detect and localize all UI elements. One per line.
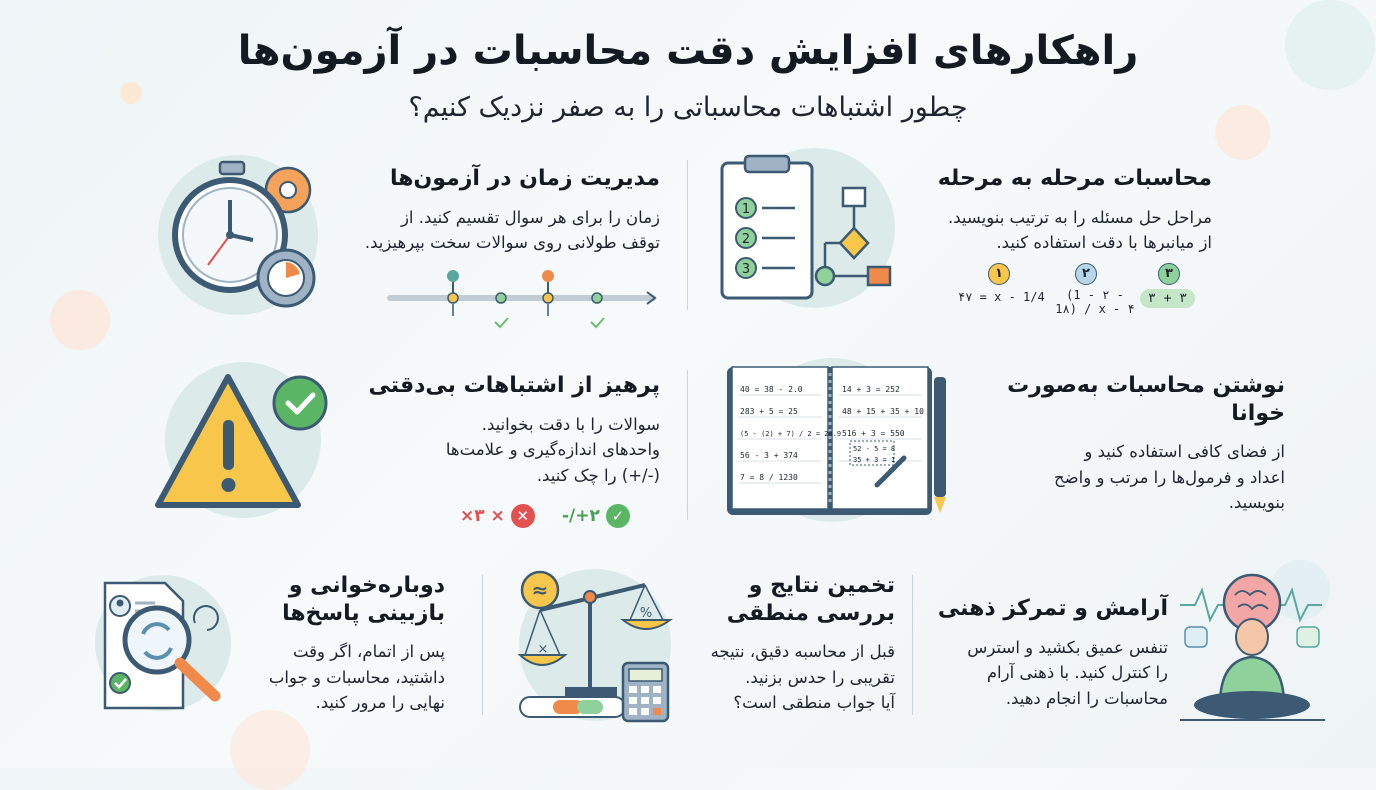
checklist-number: 3 [741,262,751,277]
scale-calculator-illustration [515,565,680,725]
section-line: از میانبرها با دقت استفاده کنید. [996,233,1212,253]
section-line: محاسبات را انجام دهید. [1005,688,1168,708]
wrong-example [460,504,535,528]
page-title: راهکارهای افزایش دقت محاسبات در آزمون‌ها [237,28,1139,74]
approx-symbol: ≈ [531,578,549,602]
notebook-formula: 283 + 5 = 25 [740,407,798,416]
section-line: سوالات را با دقت بخوانید. [481,414,660,434]
notebook-formula: 56 - 3 + 374 [740,451,798,460]
page-subtitle: چطور اشتباهات محاسباتی را به صفر نزدیک کنیم؟ [408,92,968,123]
notebook-formula: 516 + 3 = 550 [842,429,905,438]
section-line: قبل از محاسبه دقیق، نتیجه [710,642,895,661]
notebook-formula: 40 = 38 - 2.0 [740,385,803,394]
section-line: نهایی را مرور کنید. [315,693,445,713]
section-review [230,572,445,716]
warning-check-illustration [148,355,338,520]
notebook-illustration [712,345,962,525]
step-badge: ۱ [988,263,1010,285]
notebook-formula: 52 - 5 = 8 [853,445,896,453]
step-badge: ۳ [1158,263,1180,285]
section-title: پرهیز از اشتباهات بی‌دقتی [368,373,660,398]
notebook-formula: 7 = 8 / 1230 [740,473,798,482]
section-title: آرامش و تمرکز ذهنی [937,596,1168,621]
section-line: از فضای کافی استفاده کنید و [1084,442,1285,461]
right-example [562,504,630,528]
section-line: تقریبی را حدس بزنید. [745,667,895,687]
section-title: تخمین نتایج و بررسی منطقی [726,573,895,626]
document-magnifier-illustration [95,568,255,728]
section-line: تنفس عمیق بکشید و استرس [967,637,1168,657]
column-divider [687,370,688,520]
clipboard-flowchart-illustration [700,148,920,318]
column-divider [482,575,483,715]
step-badge: ۲ [1075,263,1097,285]
section-line: پس از اتمام، اگر وقت [292,642,445,661]
section-line: زمان را برای هر سوال تقسیم کنید. از [400,207,660,227]
checklist-number: 2 [741,232,751,247]
section-line: واحدهای اندازه‌گیری و علامت‌ها [445,440,660,460]
notebook-formula: 14 + 3 = 252 [842,385,900,394]
right-example-text: -/+۲ [562,506,600,526]
step-formula: (1 - ۲ - 1۸) / x - ۴ [1055,288,1135,316]
column-divider [912,575,913,715]
section-title: نوشتن محاسبات به‌صورت خوانا [1007,373,1285,426]
section-title: دوباره‌خوانی و بازبینی پاسخ‌ها [282,573,445,626]
section-title: محاسبات مرحله به مرحله [937,166,1212,191]
checklist-number: 1 [741,202,751,217]
section-careless-mistakes [368,372,660,488]
section-time-management [330,165,660,256]
timeline-illustration [385,262,660,337]
section-line: داشتید، محاسبات و جواب [268,667,445,687]
section-line: (-/+) را چک کنید. [536,465,660,485]
wrong-example-text: ×۳ × [460,506,505,526]
notebook-formula: 48 + 15 + 35 + 10 [842,407,924,416]
column-divider [687,160,688,310]
section-estimation [665,572,895,716]
section-step-by-step [870,165,1212,256]
step-formula: ۳ + ۳ [1140,289,1195,308]
section-line: بنویسید. [1228,493,1285,513]
section-line: توقف طولانی روی سوالات سخت بپرهیزید. [364,233,660,253]
section-legible-writing [975,372,1285,516]
close-icon: ✕ [511,504,535,528]
meditation-illustration [1180,565,1325,725]
stopwatch-gear-illustration [158,150,333,320]
section-line: را کنترل کنید. با ذهنی آرام [986,663,1168,683]
step-formula: ۴۷ = x - 1/4 [958,290,1045,304]
section-calm-focus [928,595,1168,711]
section-line: مراحل حل مسئله را به ترتیب بنویسید. [948,207,1212,227]
section-line: اعداد و فرمول‌ها را مرتب و واضح [1054,467,1285,487]
background-bubble [50,290,110,350]
scale-symbol: × [537,642,549,657]
notebook-formula: (5 - (2) + 7) / 2 = 28.9 [740,430,842,438]
section-title: مدیریت زمان در آزمون‌ها [390,166,660,191]
notebook-formula: 35 + 3 = 1 [853,456,896,464]
scale-symbol: % [639,606,653,621]
section-line: آیا جواب منطقی است؟ [733,693,895,713]
check-icon: ✓ [606,504,630,528]
